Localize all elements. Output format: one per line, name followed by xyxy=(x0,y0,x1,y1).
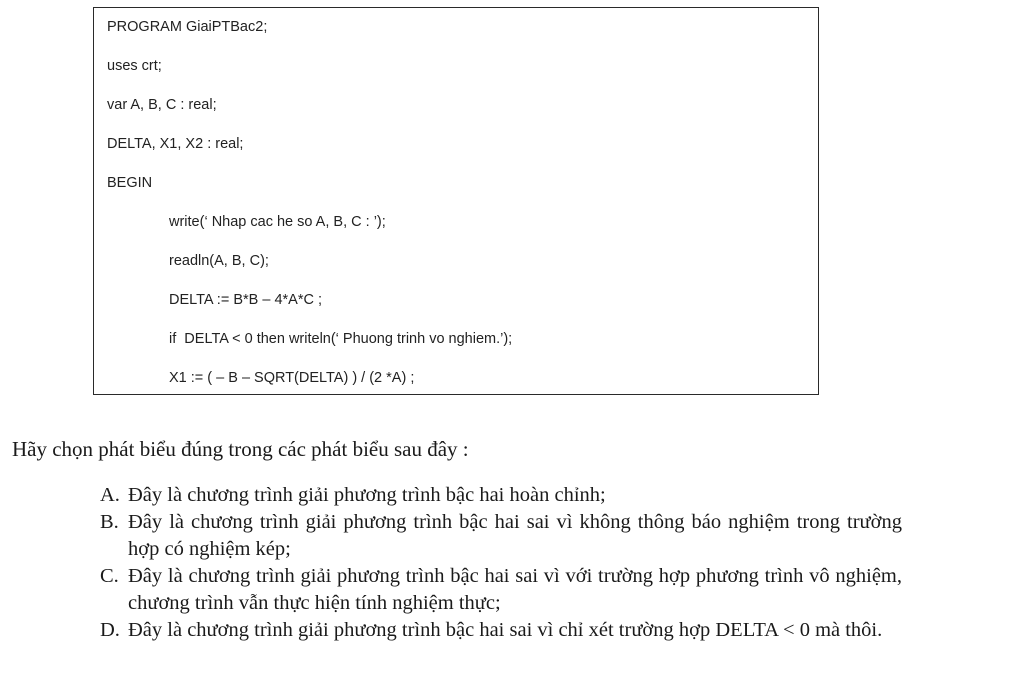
code-line-uses: uses crt; xyxy=(107,58,162,74)
option-b xyxy=(100,509,902,563)
code-line-delta-assign: DELTA := B*B – 4*A*C ; xyxy=(169,292,322,308)
code-line-begin: BEGIN xyxy=(107,175,153,191)
code-line-program: PROGRAM GiaiPTBac2; xyxy=(107,19,268,35)
option-d xyxy=(100,617,902,644)
code-line-readln: readln(A, B, C); xyxy=(169,253,269,269)
option-c xyxy=(100,563,902,617)
option-c-text: Đây là chương trình giải phương trình bậc hai sai vì với trường hợp phương trình vô nghiệm, chương trình vẫn thực hiện tính nghiệm thực; xyxy=(128,565,902,614)
option-b-text: Đây là chương trình giải phương trình bậc hai sai vì không thông báo nghiệm trong trường hợp có nghiệm kép; xyxy=(128,511,902,560)
option-a-letter: A. xyxy=(100,484,120,506)
option-a xyxy=(100,482,902,509)
question-prompt: Hãy chọn phát biểu đúng trong các phát biểu sau đây : xyxy=(12,437,469,461)
option-d-letter: D. xyxy=(100,619,120,641)
code-line-var-delta: DELTA, X1, X2 : real; xyxy=(107,136,244,152)
answer-options-list xyxy=(100,482,902,644)
code-line-write: write(‘ Nhap cac he so A, B, C : ’); xyxy=(169,214,386,230)
option-c-letter: C. xyxy=(100,565,119,587)
code-line-if-delta: if DELTA < 0 then writeln(‘ Phuong trinh vo nghiem.’); xyxy=(169,331,513,347)
code-listing-box xyxy=(93,7,819,395)
option-a-text: Đây là chương trình giải phương trình bậc hai hoàn chỉnh; xyxy=(128,484,606,506)
code-line-x1-assign: X1 := ( – B – SQRT(DELTA) ) / (2 *A) ; xyxy=(169,370,415,386)
code-line-var-abc: var A, B, C : real; xyxy=(107,97,217,113)
option-b-letter: B. xyxy=(100,511,119,533)
option-d-text: Đây là chương trình giải phương trình bậc hai sai vì chỉ xét trường hợp DELTA < 0 mà thôi. xyxy=(128,619,883,641)
